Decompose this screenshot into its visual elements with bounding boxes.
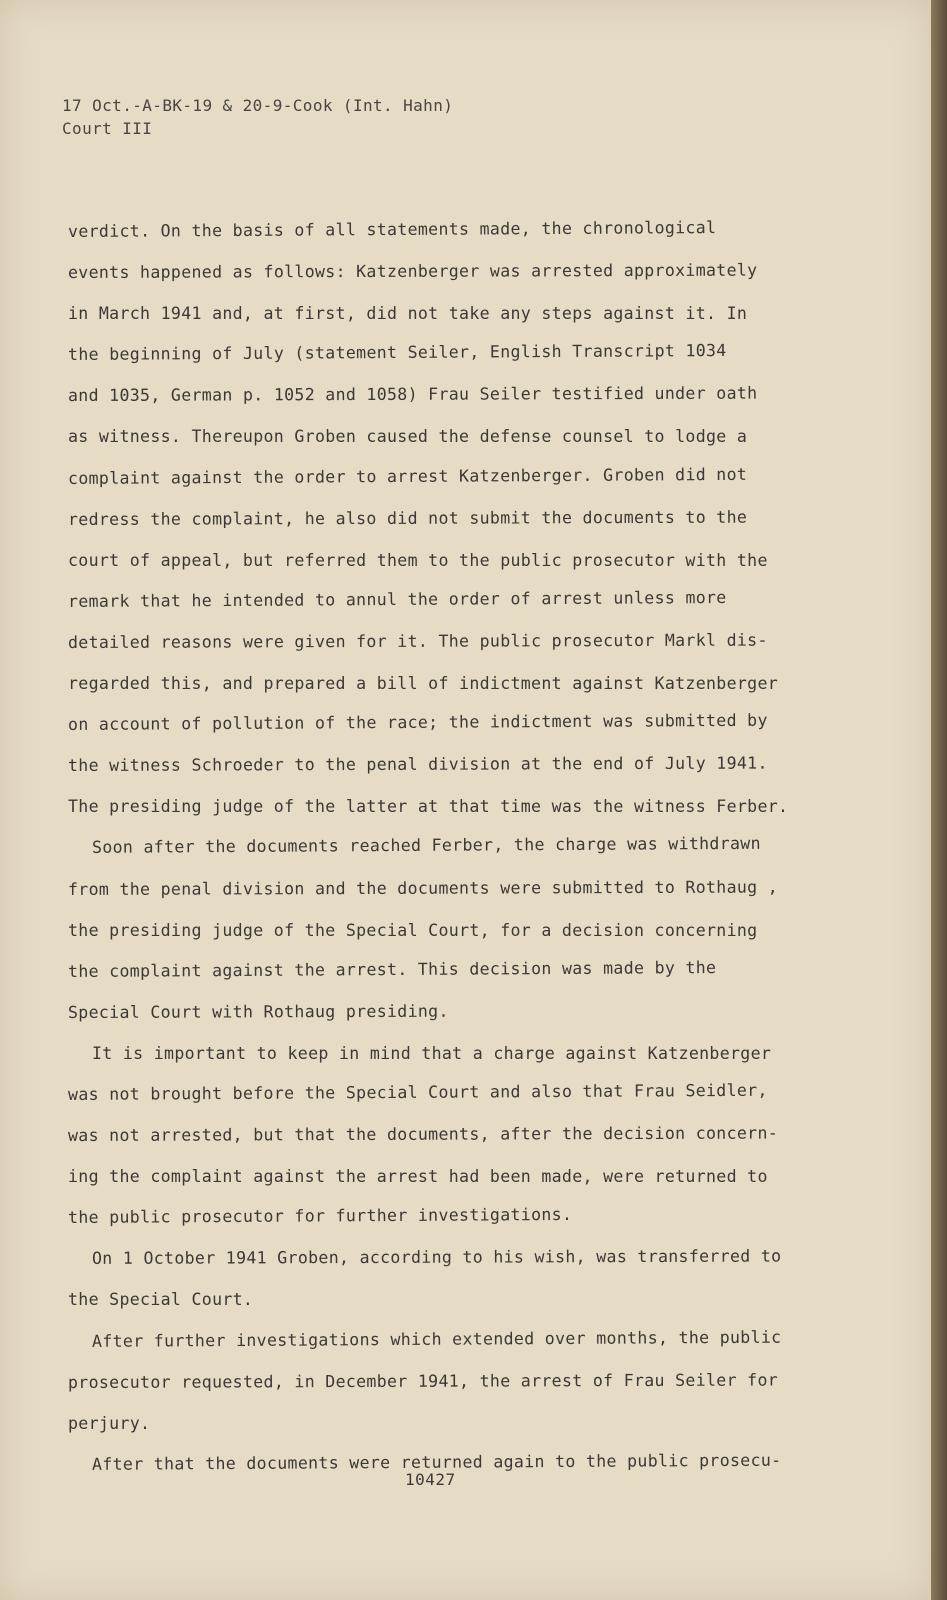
header-case-reference: 17 Oct.-A-BK-19 & 20-9-Cook (Int. Hahn) bbox=[62, 96, 454, 115]
text-line: ing the complaint against the arrest had been made, were returned to bbox=[68, 1167, 768, 1187]
transcript-body bbox=[68, 211, 808, 1485]
page-edge bbox=[931, 0, 947, 1600]
paragraph-start-line: After further investigations which extended over months, the public bbox=[91, 1327, 782, 1351]
text-line: the Special Court. bbox=[68, 1290, 254, 1310]
paragraph-start-line: Soon after the documents reached Ferber, the charge was withdrawn bbox=[91, 834, 761, 858]
paragraph-start-line: It is important to keep in mind that a charge against Katzenberger bbox=[92, 1043, 772, 1063]
text-line: the witness Schroeder to the penal division at the end of July 1941. bbox=[67, 753, 768, 776]
document-header bbox=[62, 94, 453, 140]
text-line: in March 1941 and, at first, did not take any steps against it. In bbox=[68, 304, 748, 324]
text-line: perjury. bbox=[68, 1413, 151, 1433]
text-line: was not brought before the Special Court and also that Frau Seidler, bbox=[67, 1080, 768, 1104]
text-line: remark that he intended to annul the order of arrest unless more bbox=[67, 587, 727, 611]
text-line: The presiding judge of the latter at that time was the witness Ferber. bbox=[68, 797, 789, 817]
header-court: Court III bbox=[62, 119, 153, 138]
text-line: and 1035, German p. 1052 and 1058) Frau Seiler testified under oath bbox=[67, 383, 758, 406]
text-line: the presiding judge of the Special Court, for a decision concerning bbox=[68, 920, 758, 940]
paragraph-start-line: After that the documents were returned again to the public prosecu- bbox=[91, 1450, 782, 1474]
text-line: redress the complaint, he also did not submit the documents to the bbox=[67, 507, 748, 529]
text-line: verdict. On the basis of all statements made, the chronological bbox=[67, 218, 717, 241]
text-line: on account of pollution of the race; the indictment was submitted by bbox=[67, 710, 768, 735]
text-line: regarded this, and prepared a bill of indictment against Katzenberger bbox=[68, 674, 779, 694]
page-number: 10427 bbox=[405, 1470, 456, 1489]
text-line: the public prosecutor for further investigations. bbox=[67, 1205, 573, 1228]
text-line: events happened as follows: Katzenberger was arrested approximately bbox=[67, 260, 758, 283]
text-line: was not arrested, but that the documents, after the decision concern- bbox=[67, 1123, 779, 1146]
text-line: complaint against the order to arrest Katzenberger. Groben did not bbox=[67, 464, 748, 488]
text-line: detailed reasons were given for it. The public prosecutor Markl dis- bbox=[67, 630, 768, 652]
text-line: the beginning of July (statement Seiler, English Transcript 1034 bbox=[67, 341, 727, 365]
paragraph-start-line: On 1 October 1941 Groben, according to his wish, was transferred to bbox=[91, 1246, 782, 1269]
text-line: from the penal division and the documents were submitted to Rothaug , bbox=[67, 877, 779, 899]
text-line: Special Court with Rothaug presiding. bbox=[67, 1001, 449, 1022]
text-line: as witness. Thereupon Groben caused the defense counsel to lodge a bbox=[68, 427, 748, 447]
text-line: the complaint against the arrest. This decision was made by the bbox=[67, 957, 717, 981]
text-line: prosecutor requested, in December 1941, the arrest of Frau Seiler for bbox=[67, 1370, 779, 1392]
text-line: court of appeal, but referred them to the public prosecutor with the bbox=[68, 550, 768, 570]
